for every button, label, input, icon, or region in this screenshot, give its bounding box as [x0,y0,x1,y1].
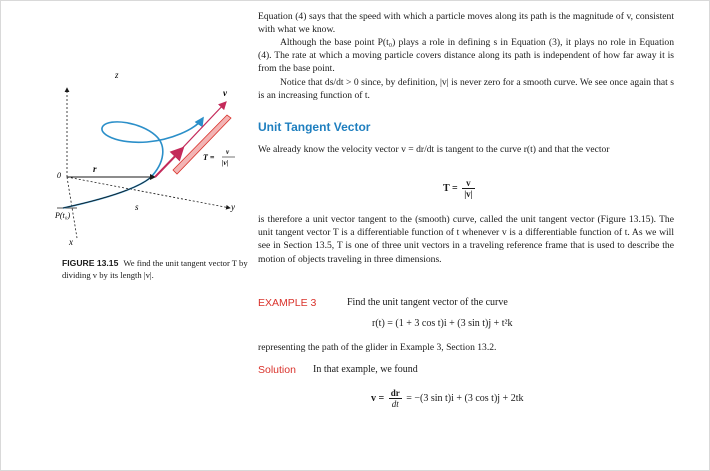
velocity-equation [371,388,523,409]
velocity-denominator: dt [391,399,399,409]
velocity-numerator: dr [390,388,400,398]
unit-tangent-equation [443,178,477,199]
section-heading: Unit Tangent Vector [258,120,371,134]
solution-label: Solution [258,364,296,376]
solution-text: In that example, we found [313,364,418,375]
body-paragraph-1: Equation (4) says that the speed with which a particle moves along its path is the magnitude of v, consistent with what we know. [258,11,674,36]
example-equation: r(t) = (1 + 3 cos t)i + (3 sin t)j + t²k [372,318,513,329]
caption-text: We find the unit tangent vector T by dividing v by its length |v|. [62,258,248,280]
T-eq-denominator: |v| [222,159,229,167]
velocity-rhs: = −(3 sin t)i + (3 cos t)j + 2tk [406,392,524,404]
example-label: EXAMPLE 3 [258,297,317,309]
example-prompt: Find the unit tangent vector of the curve [347,297,508,308]
body-paragraph-2: Although the base point P(t₀) plays a role in defining s in Equation (3), it plays no role in Equation (4). The rate at which a moving particle covers distance along its path is independent of how far away it is from the base point. [258,37,674,75]
y-axis-label: y [231,202,235,212]
body-paragraph-3: Notice that ds/dt > 0 since, by definition, |v| is never zero for a smooth curve. We see once again that s is an increasing function of t. [258,77,674,102]
arc-length-label: s [135,202,139,212]
x-axis-label: x [69,237,73,247]
T-eq-label: T = [203,153,215,162]
origin-label: 0 [57,171,61,180]
T-eq-numerator: v [226,148,230,156]
example-description: representing the path of the glider in Example 3, Section 13.2. [258,342,497,353]
r-vector-label: r [93,164,97,174]
caption-label: FIGURE 13.15 [62,258,119,268]
y-axis [67,177,230,208]
base-point-label: P(t₀) [55,211,71,220]
z-axis-label: z [115,70,119,80]
eq-denominator: |v| [464,189,473,199]
figure-13-15 [55,60,255,255]
eq-numerator: v [462,178,474,189]
eq-fraction [462,178,474,199]
velocity-fraction [389,388,402,409]
v-vector-label: v [223,88,227,98]
section-paragraph-2: is therefore a unit vector tangent to the (smooth) curve, called the unit tangent vector (Figure 13.15). The unit tangent vector T is a differentiable function of t whenever v is a differentiable function of t. As we will see in Section 13.5, T is one of three unit vectors in a traveling reference frame that is used to describe the motion of objects traveling in three dimensions. [258,214,674,265]
figure-caption [62,258,248,281]
velocity-lhs: v = [371,392,385,404]
section-paragraph-1: We already know the velocity vector v = dr/dt is tangent to the curve r(t) and that the vector [258,144,610,155]
eq-lhs: T = [443,182,458,194]
